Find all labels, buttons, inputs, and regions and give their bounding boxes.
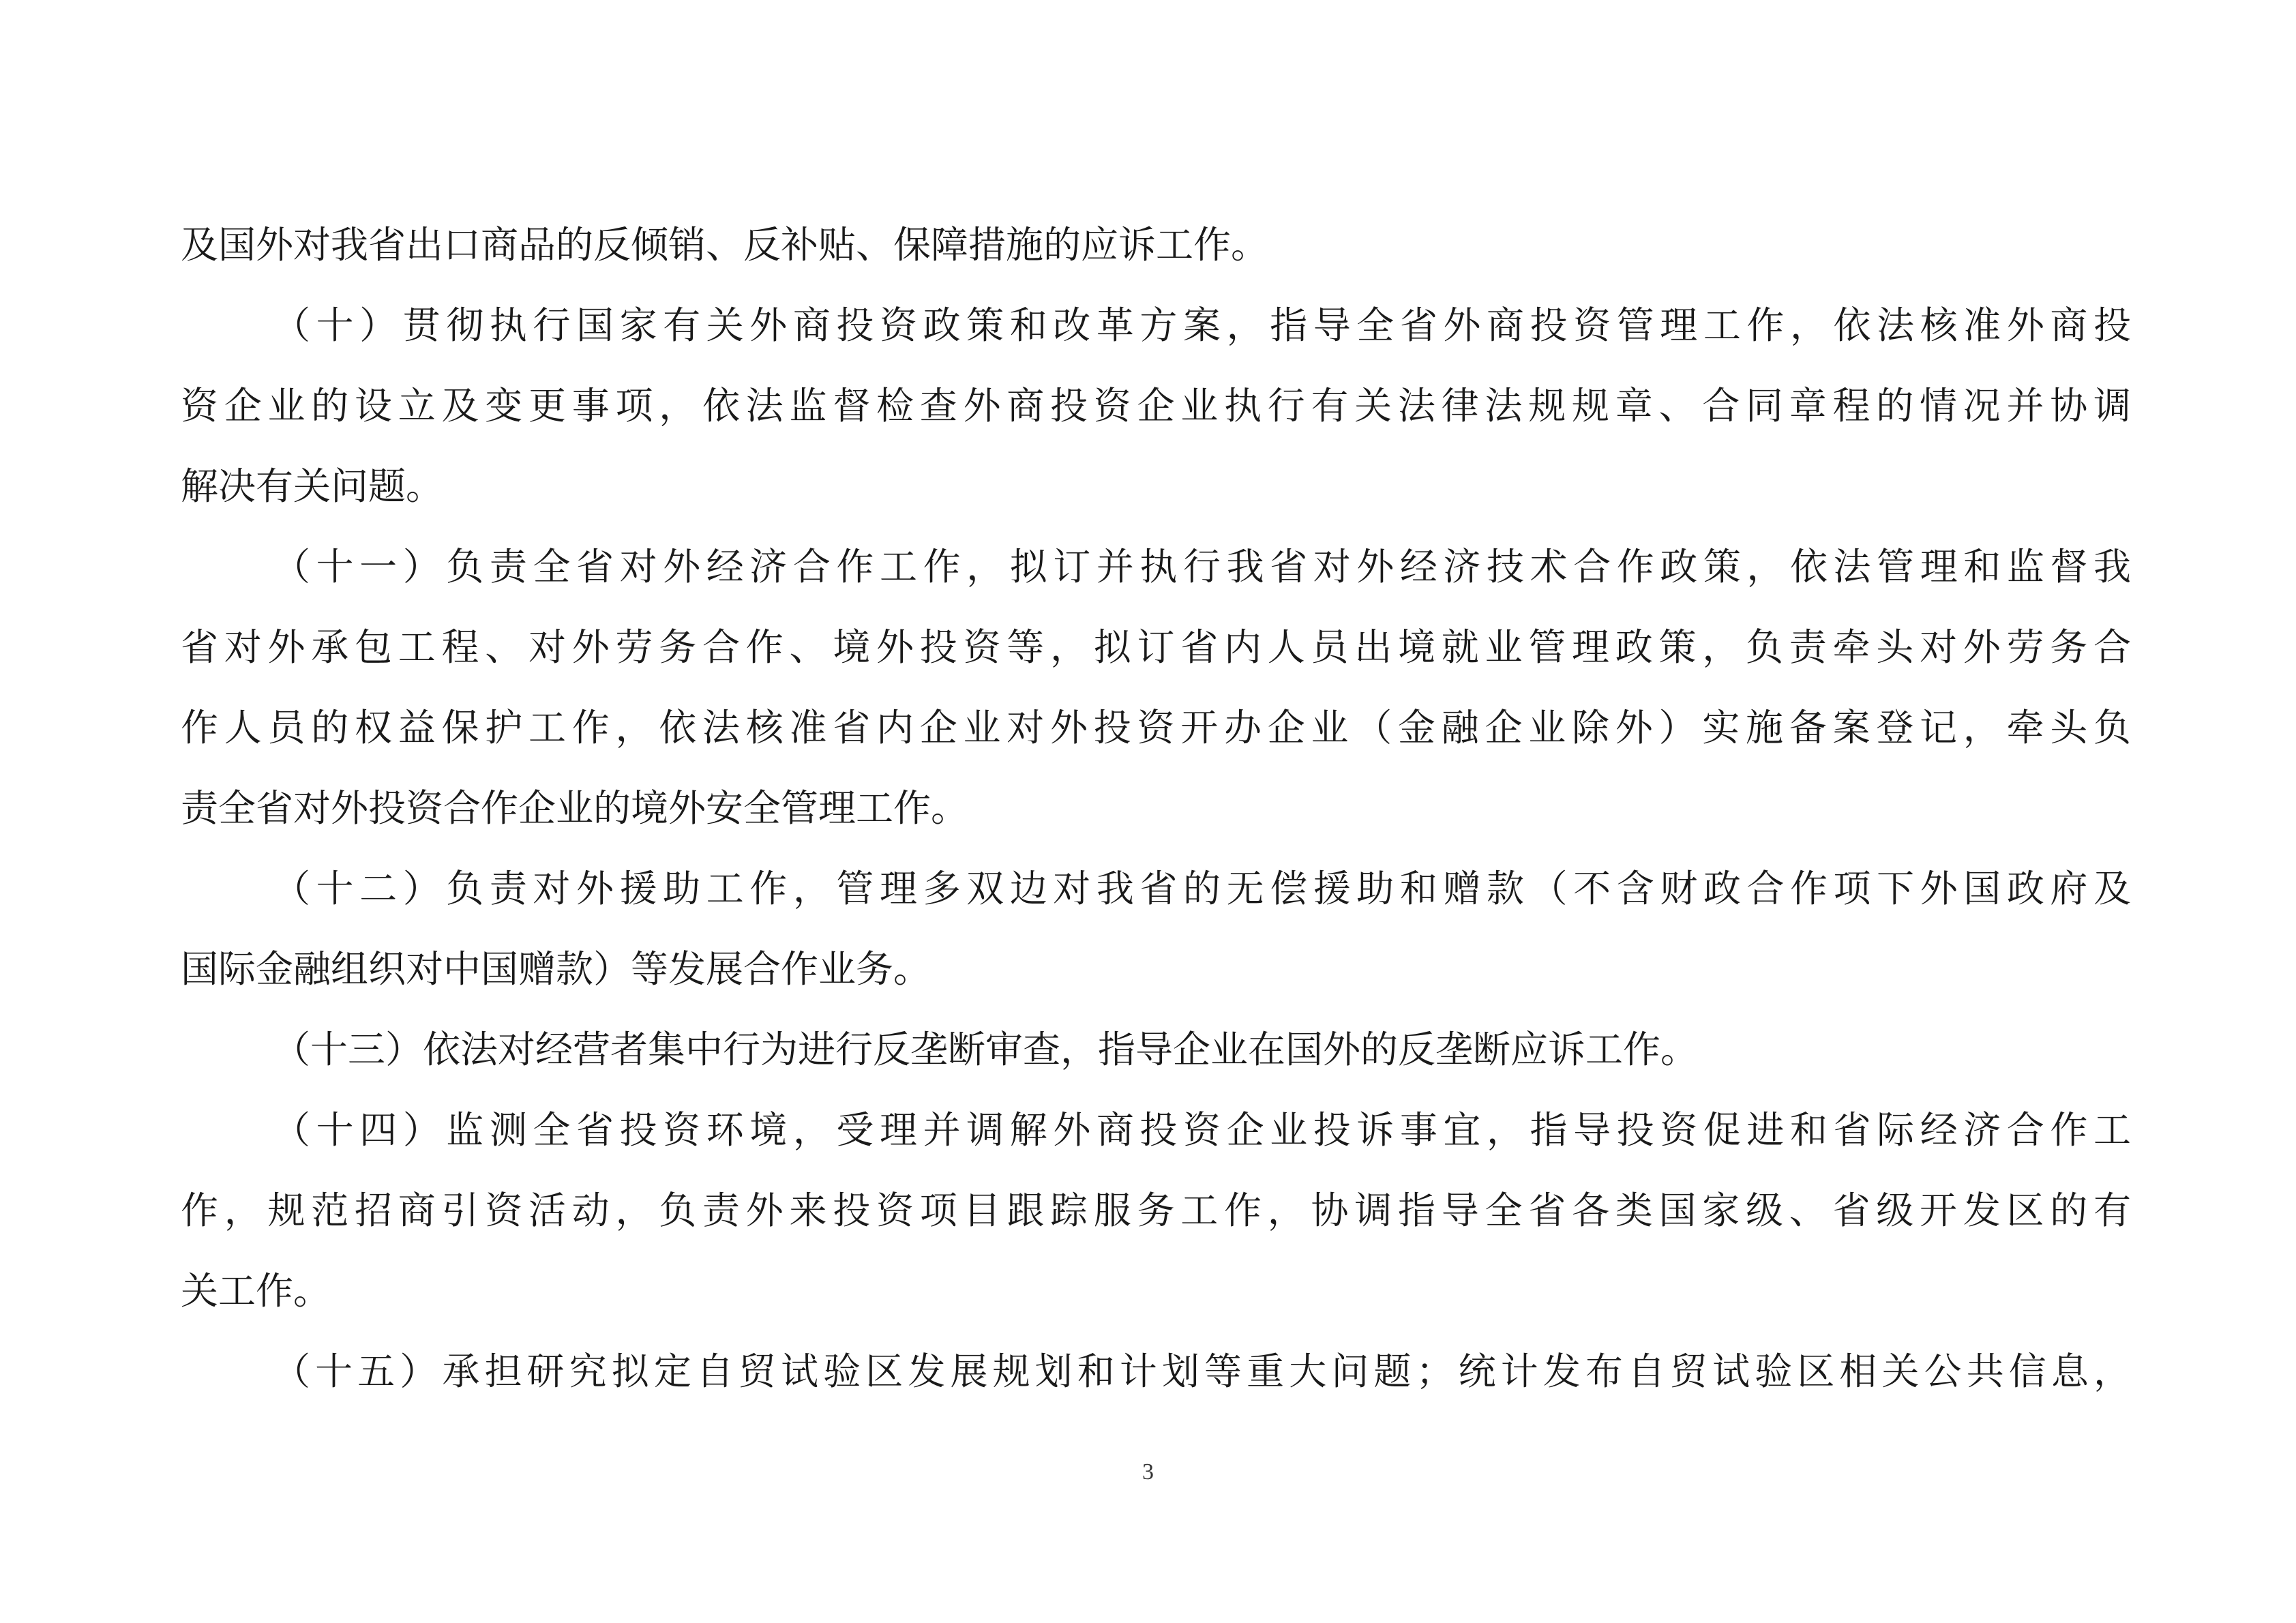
paragraph-14-line: （十四）监测全省投资环境，受理并调解外商投资企业投诉事宜，指导投资促进和省际经济合作工 [273, 1108, 2131, 1152]
text-line: 作，规范招商引资活动，负责外来投资项目跟踪服务工作，协调指导全省各类国家级、省级开发区的有 [181, 1189, 2131, 1232]
text-line: 作人员的权益保护工作，依法核准省内企业对外投资开办企业（金融企业除外）实施备案登记，牵头负 [181, 706, 2131, 749]
paragraph-13-line: （十三）依法对经营者集中行为进行反垄断审查，指导企业在国外的反垄断应诉工作。 [273, 1028, 1699, 1071]
text-line: 及国外对我省出口商品的反倾销、反补贴、保障措施的应诉工作。 [181, 223, 1269, 267]
paragraph-15-line: （十五）承担研究拟定自贸试验区发展规划和计划等重大问题；统计发布自贸试验区相关公共信息， [273, 1350, 2131, 1393]
text-line: 解决有关问题。 [181, 464, 444, 508]
document-body [181, 205, 2131, 1412]
text-line: 国际金融组织对中国赠款）等发展合作业务。 [181, 947, 931, 991]
paragraph-12-line: （十二）负责对外援助工作，管理多双边对我省的无偿援助和赠款（不含财政合作项下外国政府及 [273, 867, 2131, 910]
paragraph-11-line: （十一）负责全省对外经济合作工作，拟订并执行我省对外经济技术合作政策，依法管理和监督我 [273, 545, 2131, 589]
text-line: 关工作。 [181, 1269, 331, 1313]
paragraph-10-line: （十）贯彻执行国家有关外商投资政策和改革方案，指导全省外商投资管理工作，依法核准外商投 [273, 303, 2131, 347]
text-line: 资企业的设立及变更事项，依法监督检查外商投资企业执行有关法律法规规章、合同章程的情况并协调 [181, 384, 2131, 428]
text-line: 责全省对外投资合作企业的境外安全管理工作。 [181, 786, 969, 830]
page-number: 3 [1142, 1459, 1154, 1485]
text-line: 省对外承包工程、对外劳务合作、境外投资等，拟订省内人员出境就业管理政策，负责牵头对外劳务合 [181, 625, 2131, 669]
